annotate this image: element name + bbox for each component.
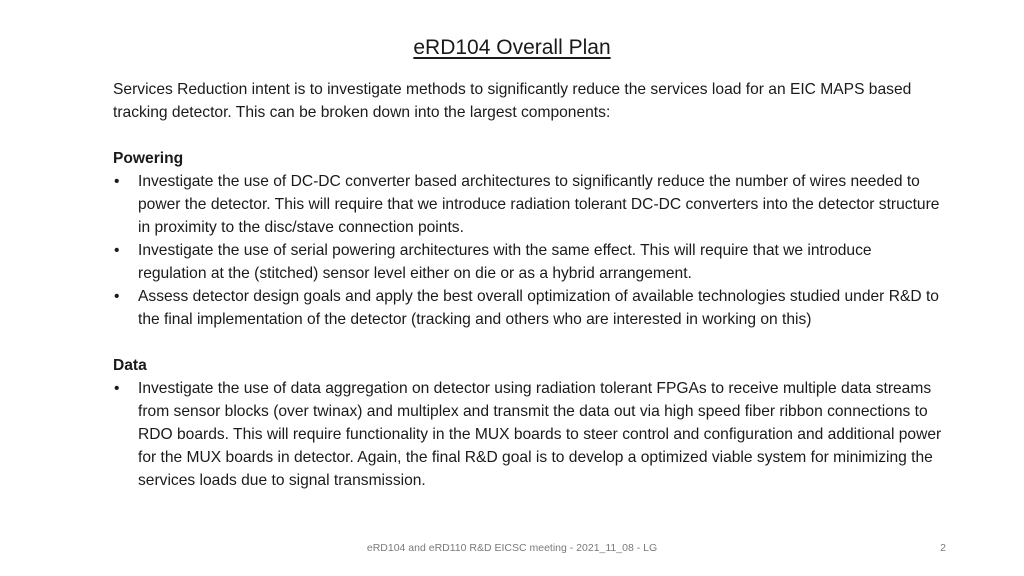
bullet-item	[113, 377, 943, 492]
bullet-item	[113, 170, 943, 239]
bullet-icon: •	[114, 173, 120, 190]
section-heading-data: Data	[113, 357, 147, 374]
slide-footer: eRD104 and eRD110 R&D EICSC meeting - 2021_11_08 - LG	[366, 542, 658, 554]
page-number: 2	[940, 542, 946, 554]
bullet-text: Investigate the use of data aggregation on detector using radiation tolerant FPGAs to receive multiple data streams from sensor blocks (over twinax) and multiplex and transmit the data out via high speed fiber ribbon connections to RDO boards. This will require functionality in the MUX boards to steer control and configuration and additional power for the MUX boards in detector. Again, the final R&D goal is to develop a optimized viable system for minimizing the services loads due to signal transmission.	[138, 380, 942, 489]
bullet-text: Assess detector design goals and apply the best overall optimization of available technologies studied under R&D to the final implementation of the detector (tracking and others who are interested in working on this)	[138, 288, 939, 328]
bullet-item	[113, 239, 943, 285]
data-bullet-list	[113, 377, 943, 492]
powering-bullet-list	[113, 170, 943, 331]
slide-title: eRD104 Overall Plan	[413, 36, 611, 59]
bullet-icon: •	[114, 242, 120, 259]
bullet-text: Investigate the use of serial powering architectures with the same effect. This will require that we introduce regulation at the (stitched) sensor level either on die or as a hybrid arrangement.	[138, 242, 872, 282]
bullet-text: Investigate the use of DC-DC converter based architectures to significantly reduce the number of wires needed to power the detector. This will require that we introduce radiation tolerant DC-DC converters into the detector structure in proximity to the disc/stave connection points.	[138, 173, 940, 236]
slide-content	[113, 78, 943, 492]
bullet-item	[113, 285, 943, 331]
intro-paragraph: Services Reduction intent is to investigate methods to significantly reduce the services load for an EIC MAPS based tracking detector. This can be broken down into the largest components:	[113, 81, 912, 121]
section-heading-powering: Powering	[113, 150, 184, 167]
bullet-icon: •	[114, 380, 120, 397]
bullet-icon: •	[114, 288, 120, 305]
